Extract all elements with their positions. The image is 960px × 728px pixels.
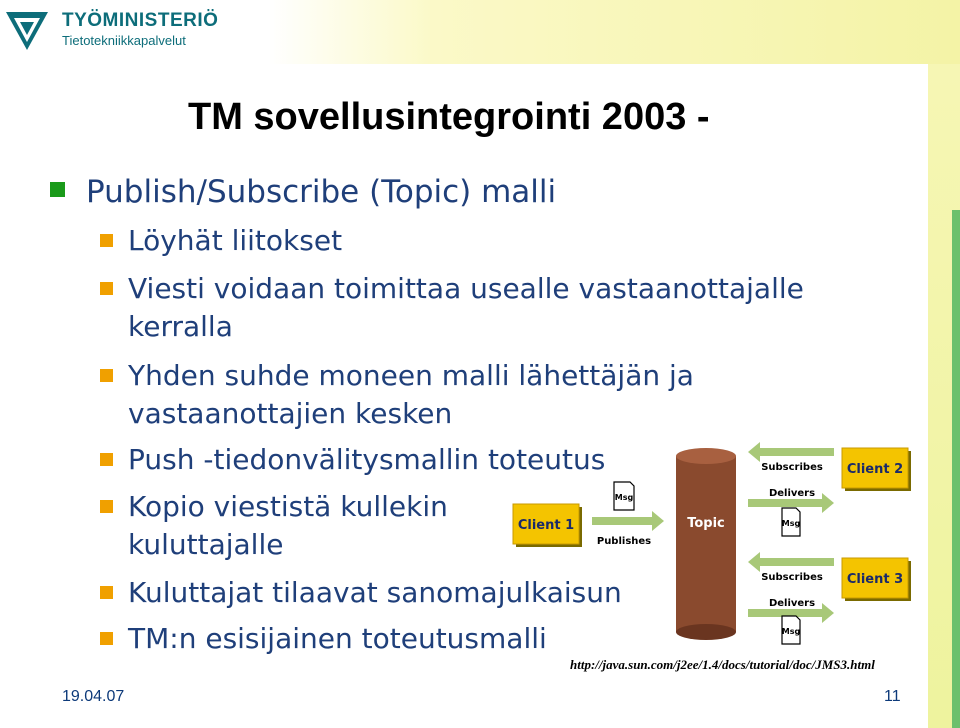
client3-label: Client 3 xyxy=(846,572,904,587)
pubsub-diagram xyxy=(508,440,928,660)
publishes-label: Publishes xyxy=(596,536,652,547)
orange-square-bullet-icon xyxy=(100,234,113,247)
ministry-logo-icon xyxy=(4,6,50,52)
client1-box xyxy=(513,504,582,547)
orange-square-bullet-icon xyxy=(100,586,113,599)
orange-square-bullet-icon xyxy=(100,632,113,645)
publishes-arrow xyxy=(592,511,664,547)
source-url: http://java.sun.com/j2ee/1.4/docs/tutorial/doc/JMS3.html xyxy=(570,657,875,672)
sub-bullet-1 xyxy=(100,222,780,260)
msg-doc-icon xyxy=(782,508,801,536)
main-bullet-text: Publish/Subscribe (Topic) malli xyxy=(86,174,557,210)
msg-doc-icon xyxy=(614,482,634,510)
orange-square-bullet-icon xyxy=(100,282,113,295)
org-header xyxy=(62,10,218,48)
topic-label: Topic xyxy=(687,516,725,531)
subscribes-label: Subscribes xyxy=(761,462,823,473)
msg-label: Msg xyxy=(781,519,801,528)
msg-doc-icon xyxy=(782,616,801,644)
msg-label: Msg xyxy=(614,493,634,502)
subscribes-label: Subscribes xyxy=(761,572,823,583)
orange-square-bullet-icon xyxy=(100,369,113,382)
slide-title: TM sovellusintegrointi 2003 - xyxy=(188,96,710,138)
msg-label: Msg xyxy=(781,627,801,636)
org-subtitle: Tietotekniikkapalvelut xyxy=(62,33,186,48)
client2-label: Client 2 xyxy=(846,462,904,477)
sub-bullet-text: Löyhät liitokset xyxy=(128,224,343,257)
orange-square-bullet-icon xyxy=(100,500,113,513)
sub-bullet-text: Yhden suhde moneen malli lähettäjän ja vastaanottajien kesken xyxy=(128,359,694,430)
sub-bullet-text: Viesti voidaan toimittaa usealle vastaanottajalle kerralla xyxy=(128,272,804,343)
sub-bullet-text: Kuluttajat tilaavat sanomajulkaisun xyxy=(128,576,622,609)
footer-date: 19.04.07 xyxy=(62,688,125,705)
client2-box xyxy=(842,448,911,491)
sub-bullet-text: Push -tiedonvälitysmallin toteutus xyxy=(128,443,606,476)
subscribes-arrow-bottom xyxy=(748,552,834,583)
sub-bullet-text: Kopio viestistä kullekin kuluttajalle xyxy=(128,490,448,561)
delivers-label: Delivers xyxy=(768,598,816,609)
sub-bullet-text: TM:n esisijainen toteutusmalli xyxy=(128,622,547,655)
subscribes-arrow-top xyxy=(748,442,834,473)
topic-cylinder xyxy=(676,448,736,640)
orange-square-bullet-icon xyxy=(100,453,113,466)
org-name: TYÖMINISTERIÖ xyxy=(62,10,219,31)
main-bullet xyxy=(50,174,556,210)
sub-bullet-3 xyxy=(100,357,720,433)
sub-bullet-2 xyxy=(100,270,820,346)
green-square-bullet-icon xyxy=(50,182,65,197)
side-accent-bar xyxy=(952,210,960,728)
client3-box xyxy=(842,558,911,601)
delivers-label: Delivers xyxy=(768,488,816,499)
client1-label: Client 1 xyxy=(517,518,575,533)
page-number: 11 xyxy=(884,688,901,705)
sub-bullet-5 xyxy=(100,488,480,564)
